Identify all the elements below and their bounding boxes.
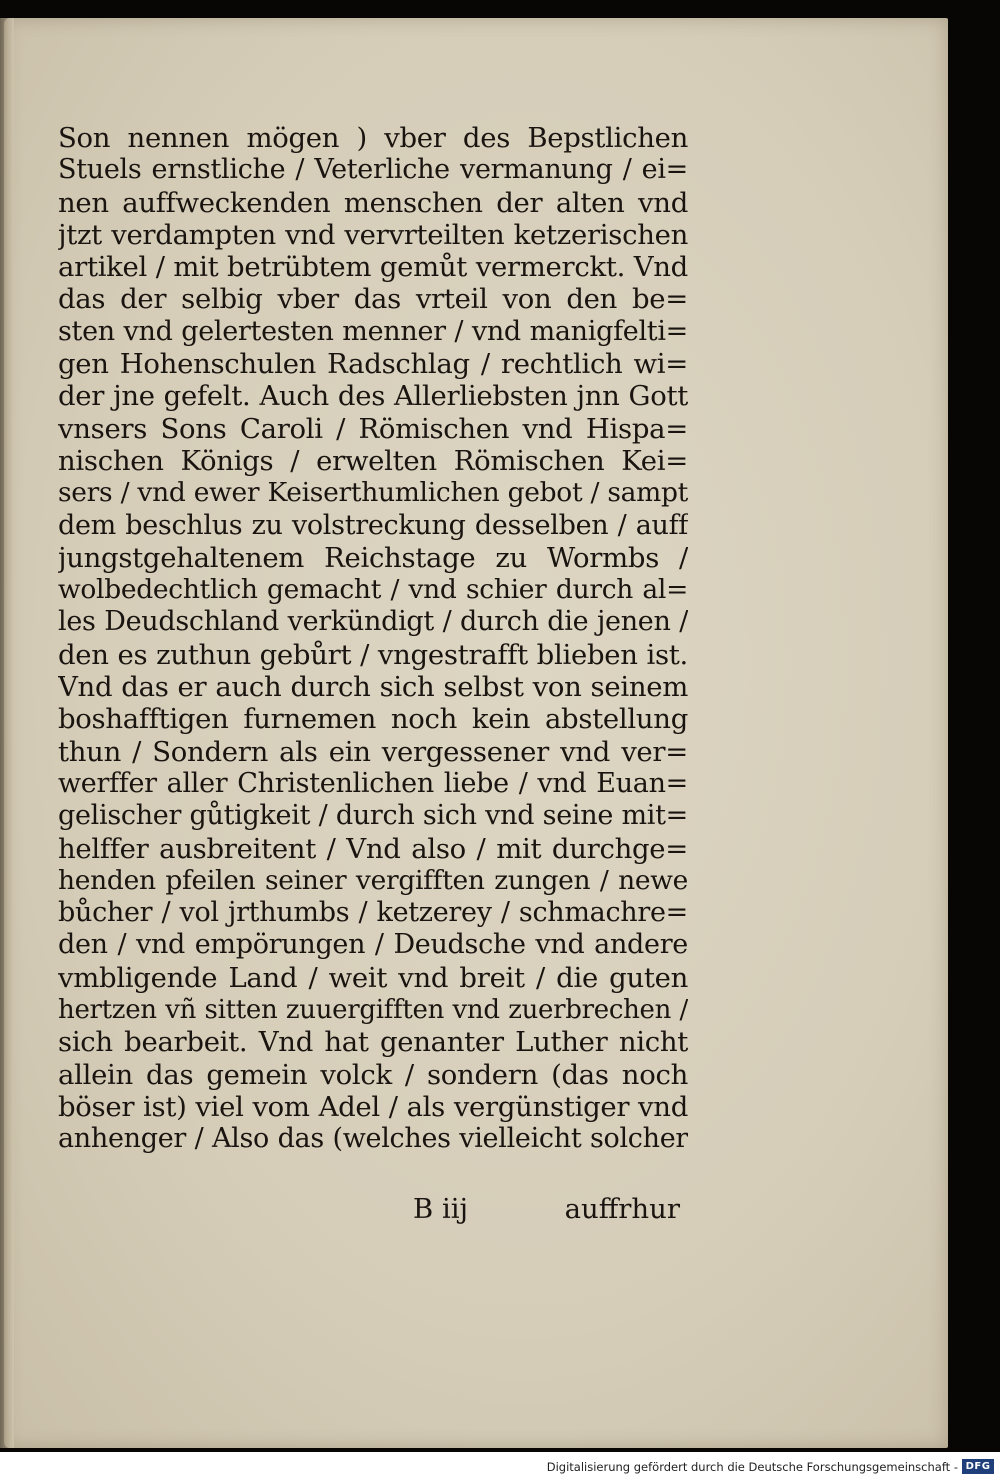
page-edge (0, 18, 14, 1448)
text-line: bůcher / vol jrthumbs / ketzerey / schmachre= (58, 897, 688, 929)
text-line: artikel / mit betrübtem gemůt vermerckt. Vnd (58, 251, 688, 284)
text-line: les Deudschland verkündigt / durch die jenen / (58, 606, 688, 638)
text-line: gen Hohenschulen Radschlag / rechtlich wi= (58, 348, 688, 381)
text-line: der jne gefelt. Auch des Allerliebsten jnn Gott (58, 380, 688, 413)
signature-mark: B iij (413, 1193, 469, 1225)
credit-bar (0, 1452, 1000, 1483)
text-line: nen auffweckenden menschen der alten vnd (58, 186, 688, 219)
text-line: sten vnd gelertesten menner / vnd manigfelti= (58, 315, 688, 347)
text-line: jungstgehaltenem Reichstage zu Wormbs / (58, 541, 688, 574)
text-line: werffer aller Christenlichen liebe / vnd Euan= (58, 767, 688, 799)
catchword: auffrhur (564, 1193, 680, 1225)
dfg-logo: DFG (962, 1459, 994, 1474)
text-line: böser ist) viel vom Adel / als vergünstiger vnd (58, 1090, 688, 1123)
text-line: Son nennen mögen ) vber des Bepstlichen (58, 122, 688, 154)
text-line: anhenger / Also das (welches vielleicht solcher (58, 1123, 688, 1155)
text-line: den / vnd empörungen / Deudsche vnd andere (58, 929, 688, 961)
text-line: nischen Königs / erwelten Römischen Kei= (58, 444, 688, 477)
text-line: wolbedechtlich gemacht / vnd schier durch al= (58, 574, 688, 606)
text-line: gelischer gůtigkeit / durch sich vnd seine mit= (58, 800, 688, 832)
text-line: das der selbig vber das vrteil von den be= (58, 283, 688, 316)
text-line: sers / vnd ewer Keiserthumlichen gebot / sampt (58, 477, 688, 509)
funding-credit: Digitalisierung gefördert durch die Deutsche Forschungsgemeinschaft - (546, 1460, 958, 1474)
text-line: Vnd das er auch durch sich selbst von seinem (58, 671, 688, 704)
text-line: allein das gemein volck / sondern (das noch (58, 1058, 688, 1091)
text-line: sich bearbeit. Vnd hat genanter Luther nicht (58, 1026, 688, 1059)
body-text (58, 122, 688, 1156)
text-line: helffer ausbreitent / Vnd also / mit durchge= (58, 832, 688, 865)
text-line: Stuels ernstliche / Veterliche vermanung / ei= (58, 154, 688, 186)
text-line: henden pfeilen seiner vergifften zungen / newe (58, 864, 688, 896)
text-line: den es zuthun gebůrt / vngestrafft blieben ist. (58, 638, 688, 671)
text-line: dem beschlus zu volstreckung desselben / auff (58, 509, 688, 541)
text-line: vmbligende Land / weit vnd breit / die guten (58, 961, 688, 994)
text-line: boshafftigen furnemen noch kein abstellung (58, 703, 688, 736)
text-line: hertzen vñ sitten zuuergifften vnd zuerbrechen / (58, 995, 688, 1026)
text-line: jtzt verdampten vnd vervrteilten ketzerischen (58, 218, 688, 251)
text-line: thun / Sondern als ein vergessener vnd ver= (58, 735, 688, 768)
page-footer (58, 1193, 688, 1229)
text-line: vnsers Sons Caroli / Römischen vnd Hispa= (58, 412, 688, 445)
